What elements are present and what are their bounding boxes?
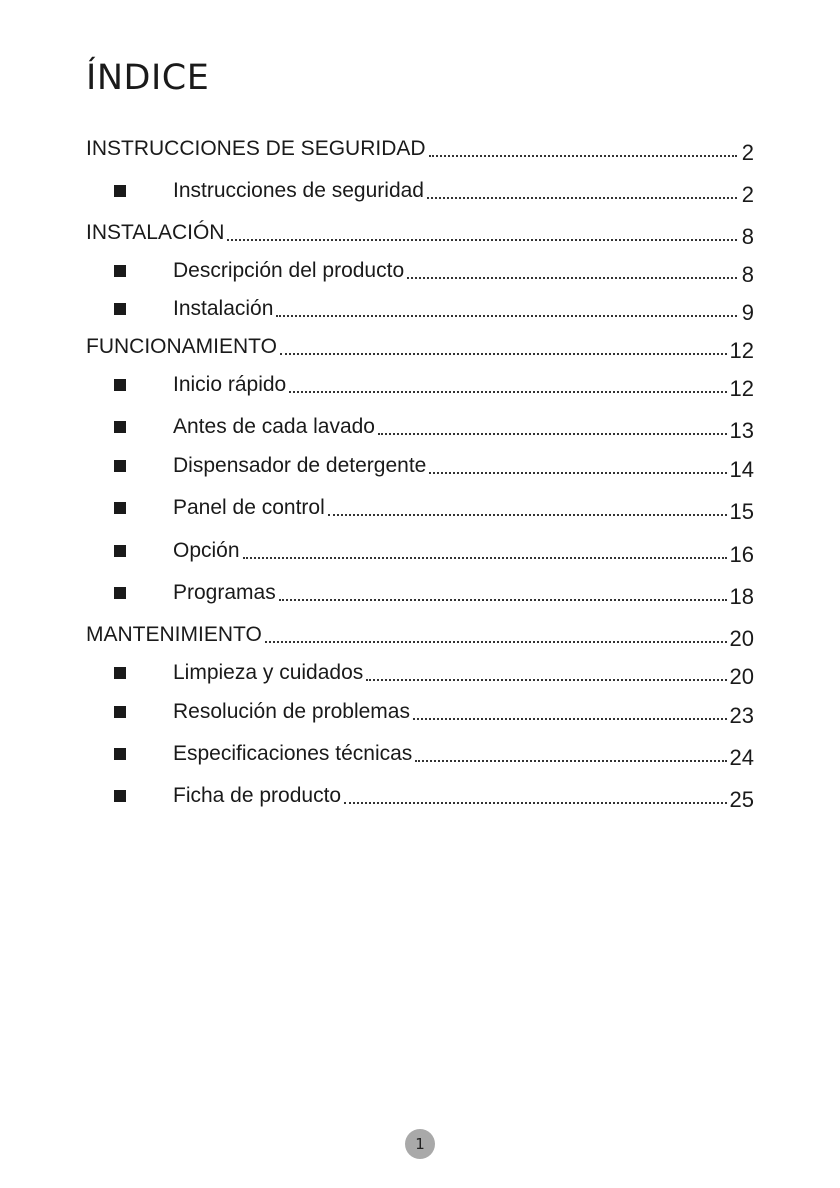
toc-entry-label: Dispensador de detergente [173,454,427,477]
toc-entry[interactable] [114,695,754,728]
dot-leader [243,557,727,559]
toc-entry-label: Descripción del producto [173,259,405,282]
toc-entry-page: 23 [729,703,754,728]
toc-entry[interactable] [114,491,754,524]
toc-entry-label: FUNCIONAMIENTO [86,335,277,358]
toc-entry-page: 8 [741,224,754,249]
dot-leader [429,472,726,474]
toc-entry-label: Instrucciones de seguridad [173,179,424,202]
square-bullet-icon [114,748,126,760]
toc-entry-page: 9 [741,300,754,325]
toc-entry[interactable] [114,292,754,325]
toc-entry-page: 8 [741,262,754,287]
toc-entry-page: 2 [741,182,754,207]
square-bullet-icon [114,545,126,557]
dot-leader [276,315,737,317]
toc-entry[interactable] [114,656,754,689]
toc-entry[interactable] [114,779,754,812]
toc-entry-page: 25 [729,787,754,812]
toc-entry[interactable] [114,534,754,567]
toc-entry[interactable] [86,216,754,249]
toc-entry-label: Resolución de problemas [173,700,410,723]
toc-entry-page: 20 [729,626,754,651]
toc-entry-label: Panel de control [173,496,325,519]
square-bullet-icon [114,667,126,679]
toc-entry-page: 12 [729,376,754,401]
toc-entry-label: Especificaciones técnicas [173,742,413,765]
square-bullet-icon [114,185,126,197]
square-bullet-icon [114,265,126,277]
dot-leader [407,277,737,279]
dot-leader [415,760,726,762]
toc-entry[interactable] [114,449,754,482]
toc-entry-page: 16 [729,542,754,567]
dot-leader [378,433,727,435]
toc-entry-page: 2 [741,140,754,165]
toc-entry-page: 18 [729,584,754,609]
toc-entry-label: Antes de cada lavado [173,415,375,438]
dot-leader [366,679,726,681]
dot-leader [280,353,727,355]
toc-entry[interactable] [114,368,754,401]
toc-entry[interactable] [114,254,754,287]
toc-entry-label: INSTRUCCIONES DE SEGURIDAD [86,137,426,160]
square-bullet-icon [114,460,126,472]
toc-entry-label: INSTALACIÓN [86,221,225,244]
toc-entry[interactable] [114,737,754,770]
toc-entry[interactable] [86,330,754,363]
dot-leader [265,641,727,643]
page-number-badge: 1 [405,1129,435,1159]
square-bullet-icon [114,706,126,718]
dot-leader [328,514,727,516]
toc-entry[interactable] [114,576,754,609]
toc-entry-page: 24 [729,745,754,770]
toc-entry-label: Opción [173,539,240,562]
toc-entry[interactable] [114,174,754,207]
toc-entry-label: Programas [173,581,276,604]
toc-entry-page: 14 [729,457,754,482]
dot-leader [279,599,727,601]
toc-entry-label: Instalación [173,297,274,320]
dot-leader [427,197,737,199]
toc-entry-label: Inicio rápido [173,373,287,396]
toc-entry-page: 13 [729,418,754,443]
toc-entry-page: 12 [729,338,754,363]
dot-leader [344,802,726,804]
toc-entry-page: 15 [729,499,754,524]
square-bullet-icon [114,303,126,315]
square-bullet-icon [114,502,126,514]
dot-leader [413,718,727,720]
toc-entry[interactable] [86,132,754,165]
square-bullet-icon [114,421,126,433]
dot-leader [429,155,737,157]
page-title: ÍNDICE [86,58,210,98]
square-bullet-icon [114,790,126,802]
square-bullet-icon [114,379,126,391]
toc-entry[interactable] [86,618,754,651]
square-bullet-icon [114,587,126,599]
dot-leader [289,391,726,393]
dot-leader [227,239,737,241]
toc-entry[interactable] [114,410,754,443]
toc-entry-label: Ficha de producto [173,784,342,807]
toc-entry-label: MANTENIMIENTO [86,623,262,646]
toc-entry-page: 20 [729,664,754,689]
toc-entry-label: Limpieza y cuidados [173,661,364,684]
